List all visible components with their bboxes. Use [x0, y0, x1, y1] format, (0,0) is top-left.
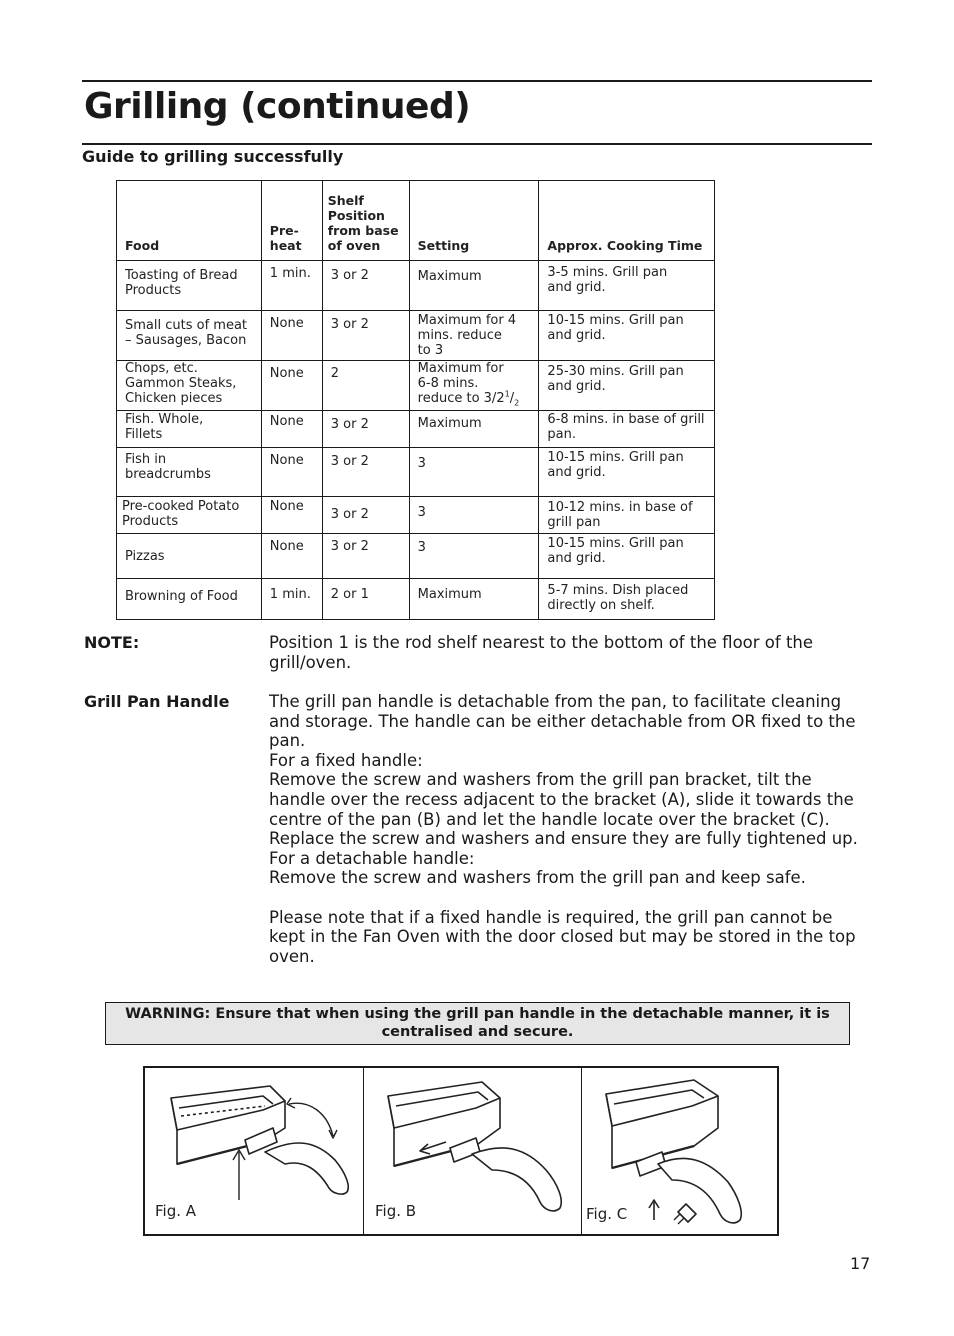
cell-setting: Maximum [409, 261, 539, 311]
cell-food: Toasting of Bread Products [117, 261, 262, 311]
grilling-guide-table [116, 180, 715, 620]
col-header-shelf: Shelf Position from base of oven [322, 181, 409, 261]
cell-food: Fish in breadcrumbs [117, 448, 262, 497]
table-row [117, 497, 715, 534]
cell-food: Pre-cooked Potato Products [117, 497, 262, 534]
page-number: 17 [850, 1254, 871, 1273]
detachable-handle-text: Remove the screw and washers from the grill pan and keep safe. [269, 868, 806, 888]
cell-preheat: None [261, 311, 322, 361]
grill-pan-handle-instructions [269, 692, 869, 966]
grill-pan-handle-label: Grill Pan Handle [84, 692, 230, 711]
top-rule [82, 80, 872, 82]
cell-preheat: None [261, 497, 322, 534]
col-header-preheat: Pre- heat [261, 181, 322, 261]
table-row [117, 311, 715, 361]
cell-food: Small cuts of meat – Sausages, Bacon [117, 311, 262, 361]
table-row [117, 534, 715, 579]
cell-time: 10-15 mins. Grill pan and grid. [539, 448, 715, 497]
warning-text: WARNING: Ensure that when using the grill pan handle in the detachable manner, it is centralised and secure. [125, 1006, 830, 1040]
handle-intro: The grill pan handle is detachable from the pan, to facilitate cleaning and storage. The handle can be either detachable from OR fixed to the pan. [269, 692, 856, 751]
cell-shelf: 3 or 2 [322, 534, 409, 579]
cell-setting: Maximum [409, 579, 539, 620]
page-title: Grilling (continued) [84, 86, 471, 127]
table-row [117, 579, 715, 620]
cell-shelf: 2 or 1 [322, 579, 409, 620]
figure-a-label: Fig. A [155, 1202, 197, 1220]
figure-a [145, 1068, 363, 1234]
cell-time: 10-15 mins. Grill pan and grid. [539, 534, 715, 579]
cell-time: 10-15 mins. Grill pan and grid. [539, 311, 715, 361]
fixed-handle-text: Remove the screw and washers from the grill pan bracket, tilt the handle over the recess adjacent to the bracket (A), slide it towards the centre of the pan (B) and let the handle locate over the bracket (C). Replace the screw and washers and ensure they are fully tightened up. [269, 770, 858, 849]
cell-setting: 3 [409, 534, 539, 579]
table-row [117, 261, 715, 311]
fixed-handle-heading: For a fixed handle: [269, 750, 423, 770]
section-subtitle: Guide to grilling successfully [82, 147, 344, 166]
cell-setting: Maximum for 6-8 mins. reduce to $3/2^1/_2$ [409, 361, 539, 411]
note-text: Position 1 is the rod shelf nearest to the bottom of the floor of the grill/oven. [269, 633, 814, 672]
cell-shelf: 3 or 2 [322, 448, 409, 497]
detachable-handle-heading: For a detachable handle: [269, 848, 475, 868]
col-header-time: Approx. Cooking Time [539, 181, 715, 261]
cell-setting: Maximum [409, 411, 539, 448]
figure-c [581, 1068, 777, 1234]
cell-shelf: 3 or 2 [322, 311, 409, 361]
cell-preheat: None [261, 361, 322, 411]
col-header-setting: Setting [409, 181, 539, 261]
cell-food: Pizzas [117, 534, 262, 579]
cell-food: Chops, etc. Gammon Steaks, Chicken pieces [117, 361, 262, 411]
cell-setting: 3 [409, 497, 539, 534]
cell-time: 5-7 mins. Dish placed directly on shelf. [539, 579, 715, 620]
table-row [117, 411, 715, 448]
figure-c-label: Fig. C [586, 1205, 628, 1223]
cell-preheat: None [261, 448, 322, 497]
cell-shelf: 3 or 2 [322, 261, 409, 311]
setting-text: Maximum for 6-8 mins. reduce to 3/2 [417, 361, 505, 406]
handle-figures [143, 1066, 779, 1236]
cell-setting: 3 [409, 448, 539, 497]
figure-b-label: Fig. B [375, 1202, 417, 1220]
cell-food: Fish. Whole, Fillets [117, 411, 262, 448]
cell-preheat: 1 min. [261, 579, 322, 620]
table-row [117, 448, 715, 497]
cell-time: 3-5 mins. Grill pan and grid. [539, 261, 715, 311]
cell-food: Browning of Food [117, 579, 262, 620]
cell-shelf: 2 [322, 361, 409, 411]
cell-shelf: 3 or 2 [322, 497, 409, 534]
figure-b [363, 1068, 581, 1234]
cell-preheat: None [261, 411, 322, 448]
cell-time: 10-12 mins. in base of grill pan [539, 497, 715, 534]
cell-preheat: 1 min. [261, 261, 322, 311]
cell-setting: Maximum for 4 mins. reduce to 3 [409, 311, 539, 361]
note-label: NOTE: [84, 633, 140, 652]
cell-shelf: 3 or 2 [322, 411, 409, 448]
fraction-denominator: 2 [514, 398, 520, 408]
fraction-numerator: 1 [504, 389, 510, 399]
cell-time: 25-30 mins. Grill pan and grid. [539, 361, 715, 411]
cell-preheat: None [261, 534, 322, 579]
table-row [117, 361, 715, 411]
warning-box [105, 1002, 850, 1045]
storage-note: Please note that if a fixed handle is required, the grill pan cannot be kept in the Fan Oven with the door closed but may be stored in the top oven. [269, 907, 856, 966]
table-header-row [117, 181, 715, 261]
cell-time: 6-8 mins. in base of grill pan. [539, 411, 715, 448]
col-header-food: Food [117, 181, 262, 261]
title-underline [82, 143, 872, 145]
